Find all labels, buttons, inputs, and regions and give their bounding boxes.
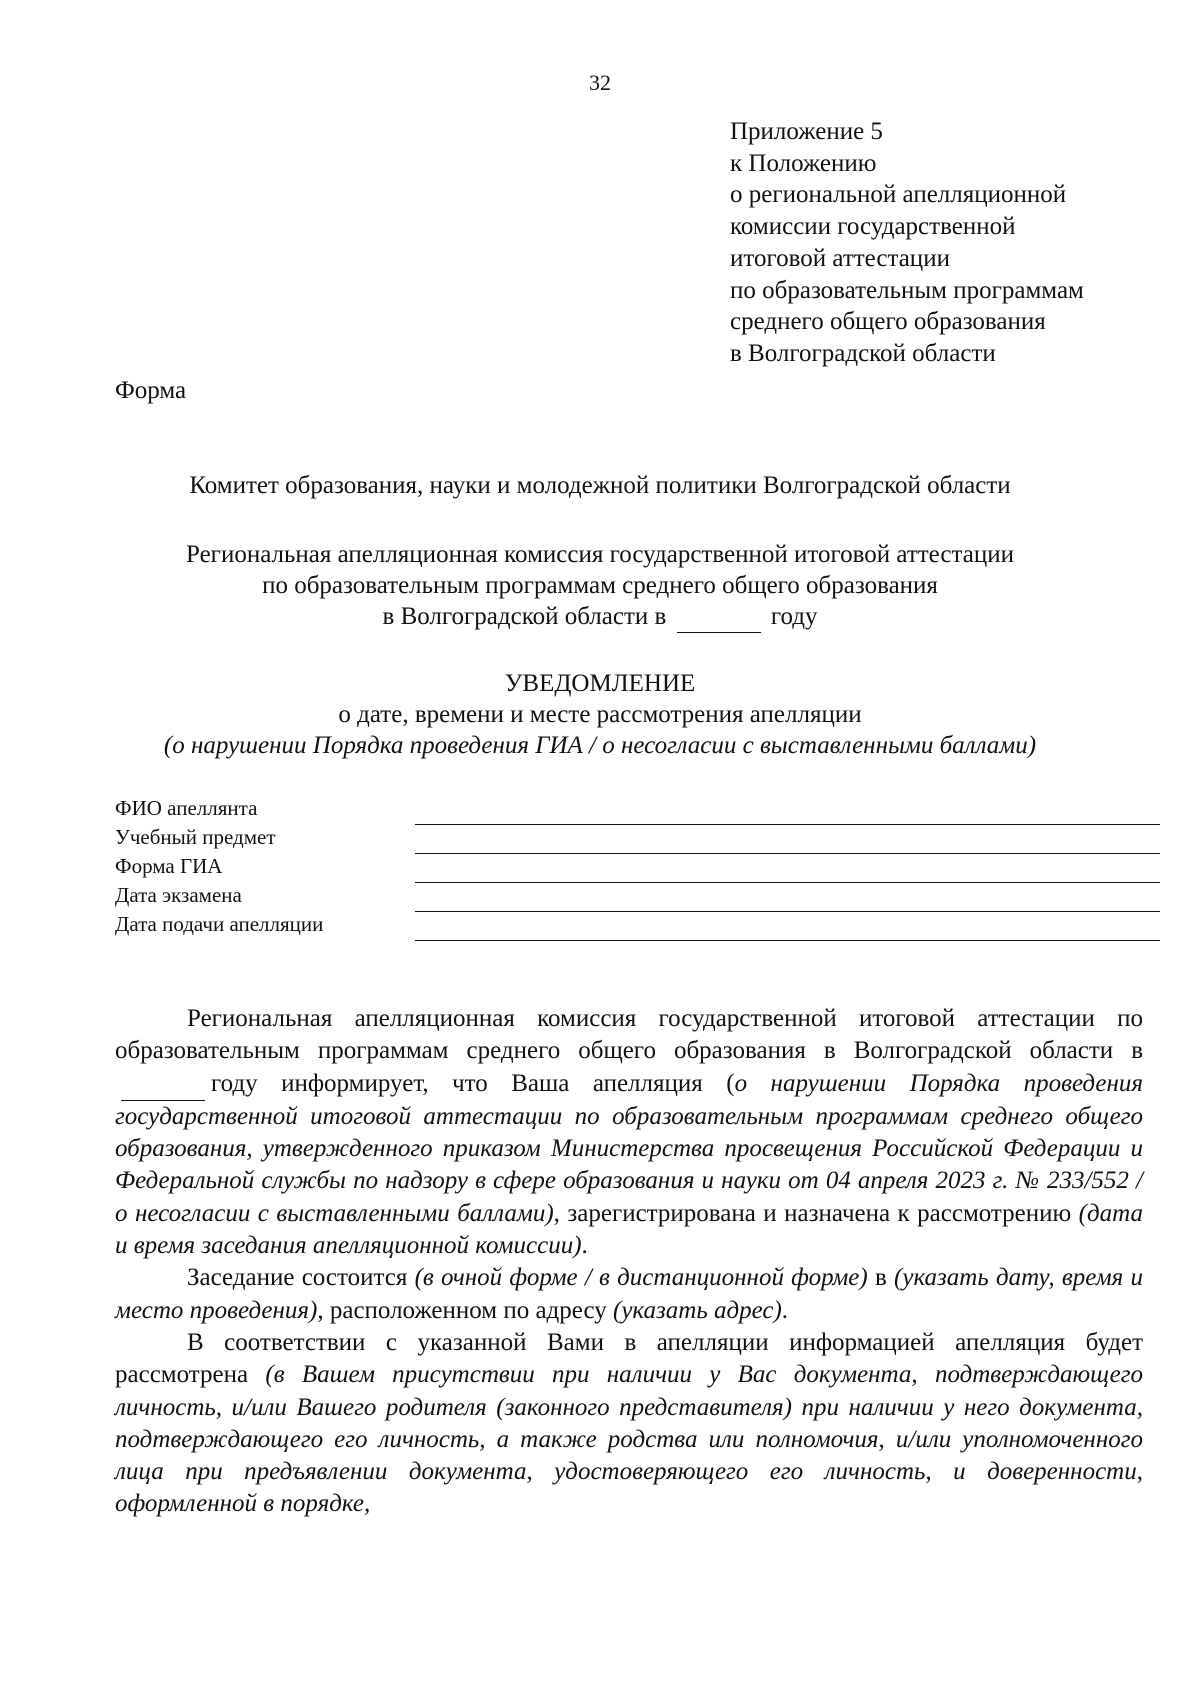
body-italic-span: (указать дату, время и место проведения) [115,1264,1144,1324]
body-italic-span: (указать адрес) [613,1296,782,1324]
notice-title: УВЕДОМЛЕНИЕ [504,670,696,697]
committee-title: Комитет образования, науки и молодежной политики Волгоградской области [189,472,1011,499]
field-row [115,824,1160,853]
annex-line: Приложение 5 [730,118,883,145]
annex-block [730,116,1084,370]
body-paragraph-3 [115,1327,1143,1521]
notice-body [115,1003,1143,1521]
annex-line: среднего общего образования [730,308,1046,336]
applicant-fields [115,795,1160,940]
commission-title [0,539,1200,633]
body-italic-span: (в Вашем присутствии при наличии у Вас документа, подтверждающего личность, и/или Вашего родителя (законного представителя) при наличии у него документа, подтверждающего его личность, а также родства или полномочия, и/или уполномоченного лица при предъявлении документа, удостоверяющего его личность, и доверенности [115,1361,1144,1486]
notice-subtitle-italic: (о нарушении Порядка проведения ГИА / о несогласии с выставленными баллами) [163,732,1037,759]
field-row [115,911,1160,940]
annex-line: комиссии государственной [730,213,1016,241]
notice-heading [0,668,1200,761]
annex-line: итоговой аттестации [730,244,950,272]
page-number: 32 [589,70,611,95]
field-label-appeal-date: Дата подачи апелляции [115,912,324,936]
field-row [115,853,1160,882]
body-italic-span: оформленной в порядке, [115,1490,371,1518]
body-text-span: , расположенном по адресу [317,1296,607,1324]
year-blank [121,1068,205,1101]
notice-subtitle: о дате, времени и месте рассмотрения апелляции [338,701,862,728]
field-row [115,882,1160,911]
body-paragraph-2 [115,1262,1143,1327]
field-row [115,795,1160,824]
body-italic-span: (дата и время заседания апелляционной комиссии) [115,1199,1144,1260]
body-paragraph-1 [115,1003,1143,1262]
commission-line-3-start: в Волгоградской области в [382,603,667,630]
commission-line-3-end: году [770,603,818,630]
field-label-appellant-name: ФИО апеллянта [115,796,258,820]
annex-line: в Волгоградской области [730,339,996,367]
annex-line: о региональной апелляционной [730,181,1067,209]
body-text-span: году информирует, что Ваша апелляция ( [211,1069,735,1097]
body-text-span: Региональная апелляционная комиссия государственной итоговой аттестации по образовательным программам среднего общего образования в Волгоградской области в [115,1005,1143,1065]
body-italic-span: о нарушении Порядка проведения государственной итоговой аттестации по образовательным программам среднего общего образования, утвержденного приказом Министерства просвещения Российской Федерации и Федеральной службы по надзору в сфере образования и науки от 04 апреля 2023 г. № 233/552 / о несогласии с выставленными баллами) [115,1069,1143,1227]
commission-line-3 [0,601,1200,633]
body-text-span: . [781,1296,789,1324]
year-blank [677,601,761,633]
body-text-span: , зарегистрирована и назначена к рассмотрению [553,1199,1072,1227]
annex-line: по образовательным программам [730,276,1084,304]
body-text-span: В соответствии с указанной Вами в апелляции информацией апелляция будет рассмотрена [115,1328,1143,1389]
commission-line-2: по образовательным программам среднего общего образования [262,572,938,599]
field-label-subject: Учебный предмет [115,825,276,849]
body-text-span: в [874,1264,887,1292]
body-text-span: , [1136,1458,1143,1486]
body-text-span: . [581,1232,588,1260]
commission-line-1: Региональная апелляционная комиссия государственной итоговой аттестации [186,541,1014,568]
field-label-exam-form: Форма ГИА [115,854,223,878]
form-label: Форма [115,377,187,404]
annex-line: к Положению [730,149,877,177]
body-text-span: Заседание состоится [187,1264,408,1292]
body-italic-span: (в очной форме / в дистанционной форме) [414,1264,868,1292]
field-label-exam-date: Дата экзамена [115,883,242,907]
appeal-date-field[interactable] [415,940,1160,941]
